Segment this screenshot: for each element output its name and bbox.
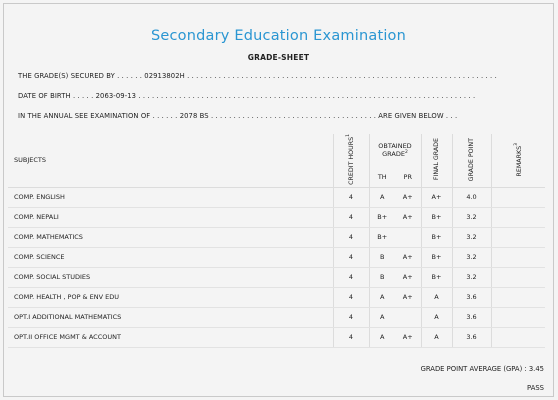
subject-cell: COMP. HEALTH , POP & ENV EDU — [8, 287, 333, 307]
pr-cell: A+ — [395, 287, 421, 307]
exam-prefix: IN THE ANNUAL SEE EXAMINATION OF — [18, 112, 151, 120]
gpa-label: GRADE POINT AVERAGE (GPA) — [420, 365, 523, 373]
credit-cell: 4 — [333, 327, 369, 347]
subject-cell: OPT.I ADDITIONAL MATHEMATICS — [8, 307, 333, 327]
gp-cell: 3.2 — [452, 267, 491, 287]
grades-secured-label: THE GRADE(S) SECURED BY — [18, 72, 115, 80]
th-cell: B — [369, 267, 395, 287]
obtained-grade-header: OBTAINED GRADE$^2$ — [369, 134, 421, 167]
pr-cell: A+ — [395, 267, 421, 287]
th-header: TH — [369, 167, 395, 188]
th-cell: A — [369, 307, 395, 327]
gp-cell: 3.6 — [452, 287, 491, 307]
final-grade-header: FINAL GRADE — [421, 134, 452, 187]
table-row — [8, 287, 545, 307]
final-cell: A+ — [421, 187, 452, 207]
gpa-value: 3.45 — [528, 365, 544, 373]
remarks-cell — [491, 207, 545, 227]
pr-header: PR — [395, 167, 421, 188]
sheet-subtitle: GRADE-SHEET — [247, 53, 310, 62]
credit-cell: 4 — [333, 207, 369, 227]
table-row — [8, 207, 545, 227]
final-cell: B+ — [421, 227, 452, 247]
table-row — [8, 267, 545, 287]
exam-line: IN THE ANNUAL SEE EXAMINATION OF . . . . . . 2078 BS . . . . . . . . . . . . . . . . . . . . . . . . . . . . . . . . . . . . . ARE GIVEN BELOW . . . — [18, 112, 458, 120]
gp-cell: 4.0 — [452, 187, 491, 207]
pr-cell: A+ — [395, 187, 421, 207]
remarks-header: REMARKS$^3$ — [491, 134, 545, 187]
th-cell: B+ — [369, 227, 395, 247]
grade-point-header: GRADE POINT — [452, 134, 491, 187]
remarks-cell — [491, 307, 545, 327]
credit-cell: 4 — [333, 227, 369, 247]
grades-body — [8, 187, 545, 347]
final-cell: A — [421, 307, 452, 327]
dob-value: 2063-09-13 — [95, 92, 137, 100]
remarks-cell — [491, 227, 545, 247]
pr-cell: A+ — [395, 327, 421, 347]
remarks-cell — [491, 287, 545, 307]
symbol-number: 02913802H — [144, 72, 185, 80]
exam-suffix: ARE GIVEN BELOW — [378, 112, 444, 120]
gp-cell: 3.2 — [452, 207, 491, 227]
subject-cell: OPT.II OFFICE MGMT & ACCOUNT — [8, 327, 333, 347]
th-cell: B — [369, 247, 395, 267]
subject-cell: COMP. ENGLISH — [8, 187, 333, 207]
final-cell: B+ — [421, 267, 452, 287]
table-row — [8, 227, 545, 247]
table-row — [8, 187, 545, 207]
remarks-cell — [491, 327, 545, 347]
credit-cell: 4 — [333, 287, 369, 307]
symbol-line: THE GRADE(S) SECURED BY . . . . . . 02913802H . . . . . . . . . . . . . . . . . . . . . . . . . . . . . . . . . . . . . . . . . . . . . . . . . . . . . . . . . . . . . . . . . . . . . — [18, 72, 497, 80]
exam-year: 2078 BS — [179, 112, 209, 120]
table-row — [8, 327, 545, 347]
pr-cell — [395, 227, 421, 247]
table-row — [8, 307, 545, 327]
subjects-header: SUBJECTS — [8, 134, 333, 187]
gp-cell: 3.2 — [452, 227, 491, 247]
table-row — [8, 247, 545, 267]
remarks-cell — [491, 247, 545, 267]
gp-cell: 3.2 — [452, 247, 491, 267]
pr-cell: A+ — [395, 247, 421, 267]
subject-cell: COMP. NEPALI — [8, 207, 333, 227]
header-row-top — [8, 134, 545, 167]
remarks-cell — [491, 187, 545, 207]
credit-hours-header: CREDIT HOURS$^1$ — [333, 134, 369, 187]
subject-cell: COMP. SOCIAL STUDIES — [8, 267, 333, 287]
gp-cell: 3.6 — [452, 307, 491, 327]
pr-cell — [395, 307, 421, 327]
credit-cell: 4 — [333, 187, 369, 207]
gp-cell: 3.6 — [452, 327, 491, 347]
grades-table — [8, 134, 545, 348]
exam-title: Secondary Education Examination — [150, 28, 407, 44]
final-cell: A — [421, 287, 452, 307]
credit-cell: 4 — [333, 307, 369, 327]
dob-label: DATE OF BIRTH — [18, 92, 71, 100]
th-cell: B+ — [369, 207, 395, 227]
final-cell: B+ — [421, 207, 452, 227]
dob-line: DATE OF BIRTH . . . . . 2063-09-13 . . . . . . . . . . . . . . . . . . . . . . . . . . . . . . . . . . . . . . . . . . . . . . . . . . . . . . . . . . . . . . . . . . . . . . . . . . . — [18, 92, 476, 100]
remarks-cell — [491, 267, 545, 287]
credit-cell: 4 — [333, 267, 369, 287]
subject-cell: COMP. SCIENCE — [8, 247, 333, 267]
final-cell: A — [421, 327, 452, 347]
th-cell: A — [369, 187, 395, 207]
gpa-line: GRADE POINT AVERAGE (GPA) : 3.45 — [420, 365, 544, 373]
pr-cell: A+ — [395, 207, 421, 227]
th-cell: A — [369, 327, 395, 347]
result-status: PASS — [527, 384, 544, 392]
final-cell: B+ — [421, 247, 452, 267]
credit-cell: 4 — [333, 247, 369, 267]
subject-cell: COMP. MATHEMATICS — [8, 227, 333, 247]
th-cell: A — [369, 287, 395, 307]
